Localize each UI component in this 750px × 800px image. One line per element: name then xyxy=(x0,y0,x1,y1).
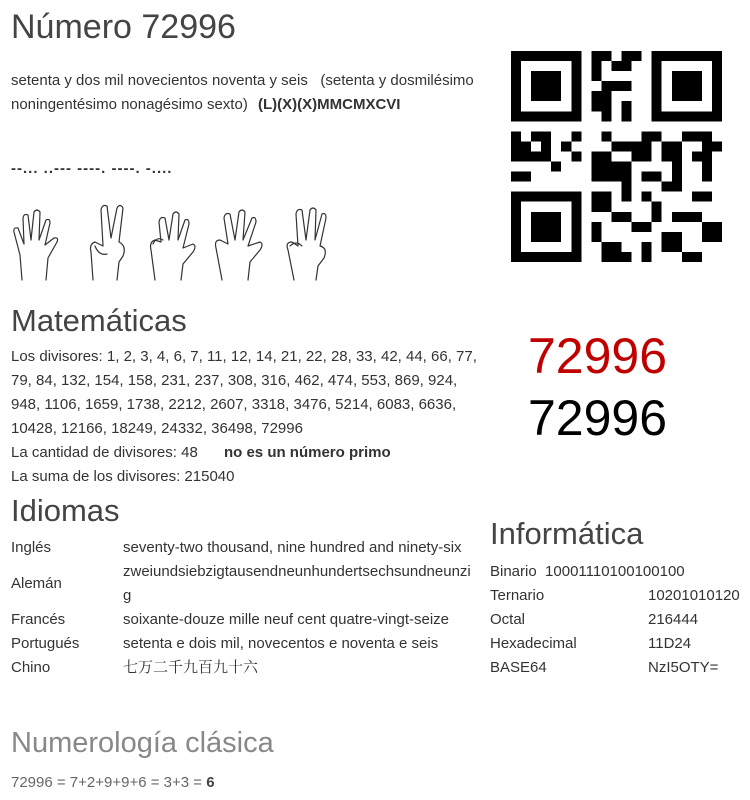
base-label: Hexadecimal xyxy=(490,635,577,652)
numerology-equation: 72996 = 7+2+9+9+6 = 3+3 = xyxy=(11,774,203,791)
language-value: seventy-two thousand, nine hundred and ninety-six xyxy=(123,539,462,556)
hand-icon-2 xyxy=(91,206,125,281)
big-number-red: 72996 xyxy=(528,328,668,384)
informatics-heading: Informática xyxy=(490,516,644,551)
language-name: Alemán xyxy=(11,575,62,592)
number-words xyxy=(11,69,481,117)
language-value: 七万二千九百九十六 xyxy=(123,659,259,676)
hand-icon-9 xyxy=(151,212,196,280)
math-section xyxy=(11,345,481,489)
page-title: Número 72996 xyxy=(11,8,236,46)
prime-status: no es un número primo xyxy=(223,444,391,461)
binary-value: 10001110100100100 xyxy=(545,563,685,580)
base-value: 216444 xyxy=(648,611,699,628)
language-name: Chino xyxy=(11,659,51,676)
math-heading: Matemáticas xyxy=(11,303,187,338)
language-name: Francés xyxy=(11,611,66,628)
divisors-label: Los divisores: xyxy=(11,348,103,365)
divisor-count: 48 xyxy=(181,444,198,461)
binary-label: Binario xyxy=(490,563,537,580)
informatics-table xyxy=(490,560,750,680)
divisor-sum-label: La suma de los divisores: xyxy=(11,468,181,485)
ordinal-spanish: (setenta y dosmilésimo noningentésimo nonagésimo sexto) xyxy=(11,72,474,113)
big-number-black: 72996 xyxy=(528,390,668,446)
language-row xyxy=(11,656,481,680)
hand-icon-9b xyxy=(216,210,263,280)
language-row xyxy=(11,608,481,632)
language-row xyxy=(11,560,481,608)
language-row xyxy=(11,632,481,656)
divisor-count-label: La cantidad de divisores: xyxy=(11,444,177,461)
divisors-list: 1, 2, 3, 4, 6, 7, 11, 12, 14, 21, 22, 28, 33, 42, 44, 66, 77, 79, 84, 132, 154, 158, 231, 237, 308, 316, 462, 474, 553, 869, 924, 948, 1106, 1659, 1738, 2212, 2607, 3318, 3476, 5214, 6083, 6636, 10428, 12166, 18249, 24332, 36498, 72996 xyxy=(11,348,477,437)
language-value: soixante-douze mille neuf cent quatre-vingt-seize xyxy=(123,611,450,628)
base-value: 11D24 xyxy=(648,635,692,652)
base-label: BASE64 xyxy=(490,659,547,676)
divisor-sum: 215040 xyxy=(184,468,235,485)
languages-table xyxy=(11,536,481,680)
hand-icon-7 xyxy=(14,210,58,280)
base-row xyxy=(490,656,750,680)
base-label: Ternario xyxy=(490,587,545,604)
base-value: NzI5OTY= xyxy=(648,659,719,676)
divisor-sum-line xyxy=(11,465,481,489)
base-row xyxy=(490,584,750,608)
languages-heading: Idiomas xyxy=(11,493,120,528)
language-value: zweiundsiebzigtausendneunhundertsechsundneunzig xyxy=(123,563,471,604)
language-row xyxy=(11,536,481,560)
qr-code-icon xyxy=(511,51,722,262)
roman-numeral: (L)(X)(X)MMCMXCVI xyxy=(258,96,401,113)
divisors-line xyxy=(11,345,481,441)
language-name: Portugués xyxy=(11,635,80,652)
base-value: 10201010120 xyxy=(648,587,740,604)
binary-row xyxy=(490,560,750,584)
base-row xyxy=(490,608,750,632)
divisor-count-line xyxy=(11,441,481,465)
numerology-result: 6 xyxy=(206,774,215,791)
words-spanish: setenta y dos mil novecientos noventa y seis xyxy=(11,72,308,89)
hand-icon-6 xyxy=(287,208,326,280)
language-name: Inglés xyxy=(11,539,52,556)
hand-sign-icons xyxy=(10,200,330,282)
language-value: setenta e dois mil, novecentos e noventa e seis xyxy=(123,635,439,652)
numerology-line xyxy=(11,771,215,795)
morse-code: --... ..--- ----. ----. -.... xyxy=(11,160,173,177)
numerology-heading: Numerología clásica xyxy=(11,727,274,759)
base-label: Octal xyxy=(490,611,526,628)
base-row xyxy=(490,632,750,656)
